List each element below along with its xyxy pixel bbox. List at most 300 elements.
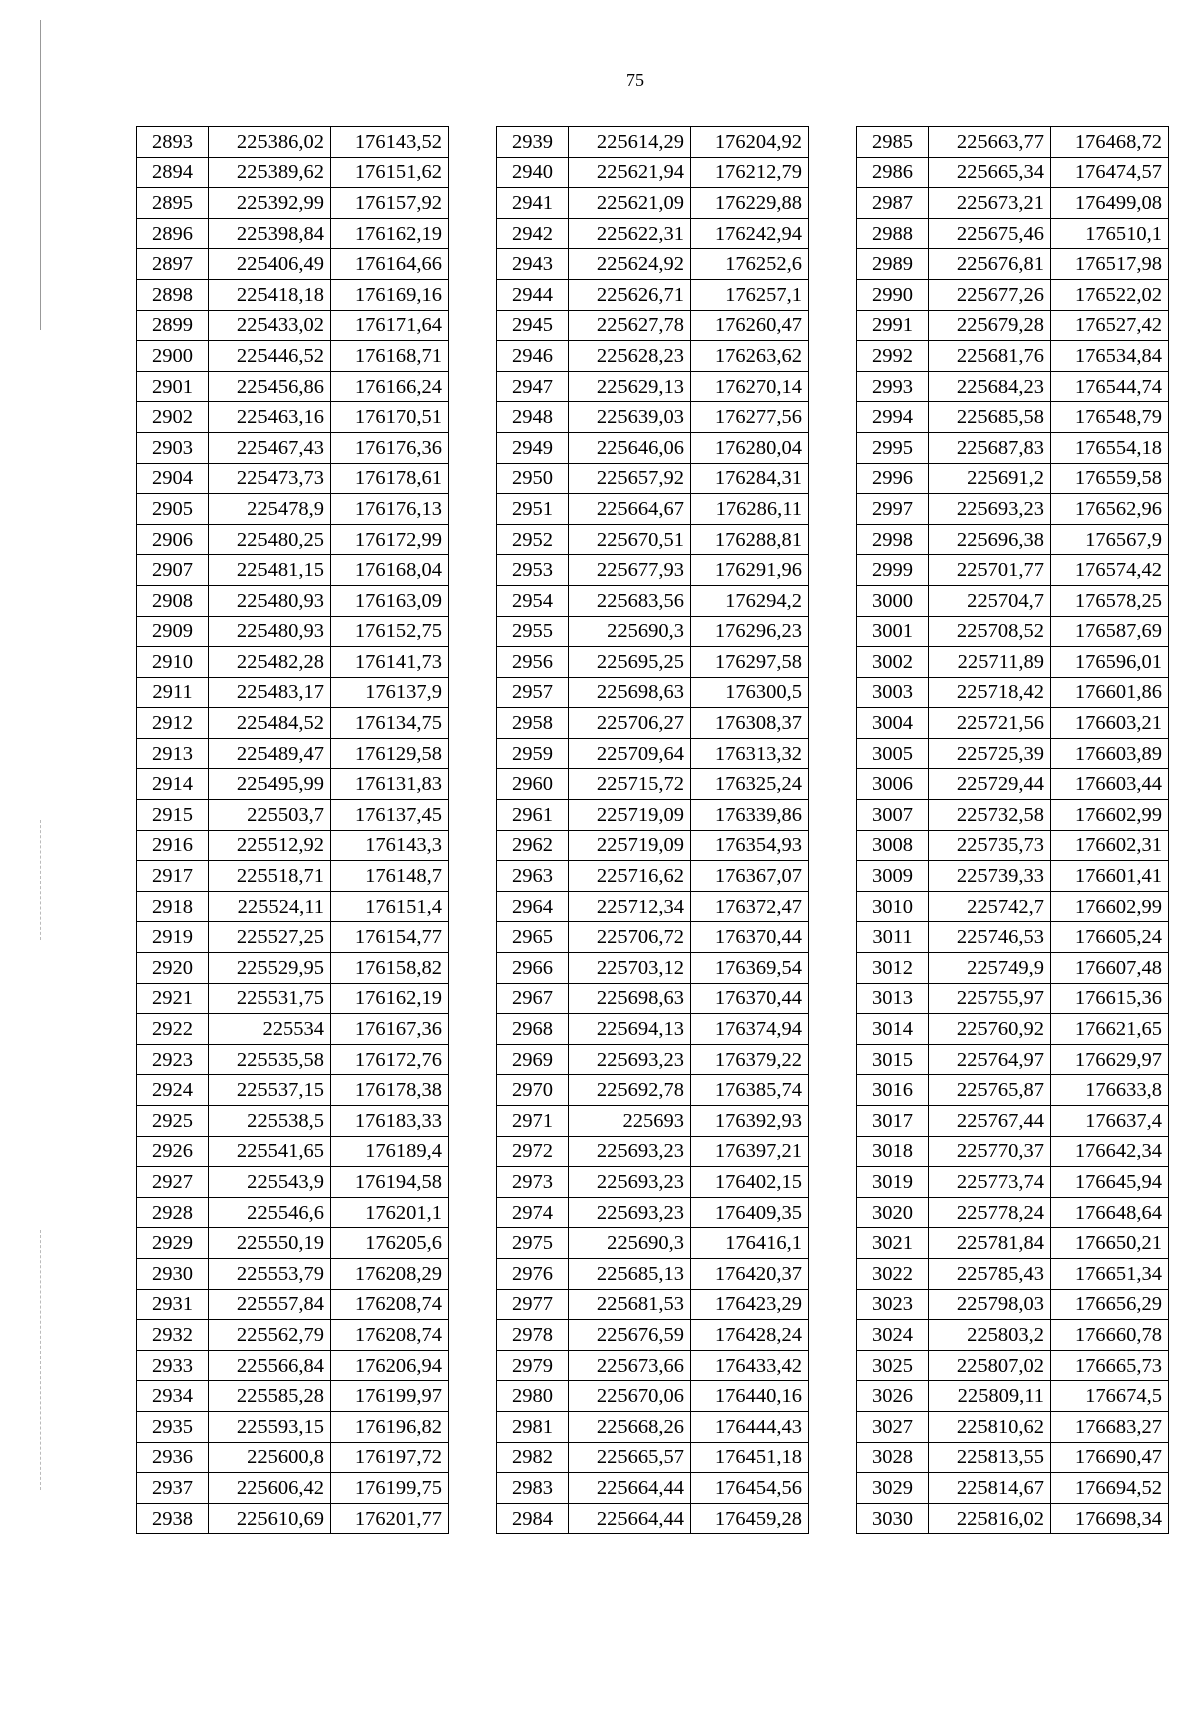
y-coordinate-cell: 176433,42 [691,1350,809,1381]
table-row [857,1136,1169,1167]
x-coordinate-cell: 225696,38 [929,524,1051,555]
x-coordinate-cell: 225663,77 [929,127,1051,158]
point-number-cell: 2948 [497,402,569,433]
x-coordinate-cell: 225627,78 [569,310,691,341]
x-coordinate-cell: 225480,25 [209,524,331,555]
x-coordinate-cell: 225749,9 [929,953,1051,984]
y-coordinate-cell: 176454,56 [691,1473,809,1504]
point-number-cell: 3003 [857,677,929,708]
coordinates-table-3 [856,126,1169,1534]
table-row [497,1044,809,1075]
table-row [857,922,1169,953]
table-row [857,861,1169,892]
x-coordinate-cell: 225677,93 [569,555,691,586]
x-coordinate-cell: 225709,64 [569,738,691,769]
table-row [857,953,1169,984]
x-coordinate-cell: 225716,62 [569,861,691,892]
y-coordinate-cell: 176674,5 [1051,1381,1169,1412]
y-coordinate-cell: 176642,34 [1051,1136,1169,1167]
y-coordinate-cell: 176199,97 [331,1381,449,1412]
point-number-cell: 3007 [857,800,929,831]
point-number-cell: 2919 [137,922,209,953]
y-coordinate-cell: 176212,79 [691,157,809,188]
point-number-cell: 2954 [497,585,569,616]
point-number-cell: 2964 [497,891,569,922]
point-number-cell: 2950 [497,463,569,494]
y-coordinate-cell: 176197,72 [331,1442,449,1473]
x-coordinate-cell: 225676,59 [569,1320,691,1351]
point-number-cell: 2962 [497,830,569,861]
y-coordinate-cell: 176562,96 [1051,494,1169,525]
point-number-cell: 2916 [137,830,209,861]
y-coordinate-cell: 176423,29 [691,1289,809,1320]
table-row [857,1442,1169,1473]
point-number-cell: 3002 [857,647,929,678]
point-number-cell: 2971 [497,1106,569,1137]
y-coordinate-cell: 176143,3 [331,830,449,861]
x-coordinate-cell: 225483,17 [209,677,331,708]
x-coordinate-cell: 225670,51 [569,524,691,555]
table-row [497,555,809,586]
table-row [857,769,1169,800]
y-coordinate-cell: 176587,69 [1051,616,1169,647]
point-number-cell: 3012 [857,953,929,984]
x-coordinate-cell: 225628,23 [569,341,691,372]
x-coordinate-cell: 225685,13 [569,1258,691,1289]
x-coordinate-cell: 225708,52 [929,616,1051,647]
x-coordinate-cell: 225693,23 [569,1044,691,1075]
x-coordinate-cell: 225484,52 [209,708,331,739]
x-coordinate-cell: 225664,44 [569,1503,691,1534]
table-row [857,463,1169,494]
x-coordinate-cell: 225701,77 [929,555,1051,586]
point-number-cell: 2911 [137,677,209,708]
table-row [497,983,809,1014]
point-number-cell: 2977 [497,1289,569,1320]
x-coordinate-cell: 225546,6 [209,1197,331,1228]
point-number-cell: 3029 [857,1473,929,1504]
point-number-cell: 3008 [857,830,929,861]
table-row [857,1197,1169,1228]
table-row [857,738,1169,769]
x-coordinate-cell: 225665,34 [929,157,1051,188]
point-number-cell: 2922 [137,1014,209,1045]
x-coordinate-cell: 225814,67 [929,1473,1051,1504]
point-number-cell: 2898 [137,279,209,310]
y-coordinate-cell: 176164,66 [331,249,449,280]
point-number-cell: 3005 [857,738,929,769]
x-coordinate-cell: 225600,8 [209,1442,331,1473]
table-row [137,1320,449,1351]
x-coordinate-cell: 225473,73 [209,463,331,494]
table-row [137,677,449,708]
table-row [497,494,809,525]
x-coordinate-cell: 225816,02 [929,1503,1051,1534]
x-coordinate-cell: 225639,03 [569,402,691,433]
x-coordinate-cell: 225706,72 [569,922,691,953]
point-number-cell: 3011 [857,922,929,953]
x-coordinate-cell: 225657,92 [569,463,691,494]
y-coordinate-cell: 176548,79 [1051,402,1169,433]
y-coordinate-cell: 176277,56 [691,402,809,433]
x-coordinate-cell: 225621,94 [569,157,691,188]
table-row [137,585,449,616]
table-row [497,738,809,769]
x-coordinate-cell: 225535,58 [209,1044,331,1075]
table-row [857,1075,1169,1106]
y-coordinate-cell: 176656,29 [1051,1289,1169,1320]
x-coordinate-cell: 225406,49 [209,249,331,280]
x-coordinate-cell: 225693,23 [569,1197,691,1228]
x-coordinate-cell: 225721,56 [929,708,1051,739]
table-row [857,983,1169,1014]
table-row [497,1106,809,1137]
table-row [137,616,449,647]
point-number-cell: 2943 [497,249,569,280]
y-coordinate-cell: 176313,32 [691,738,809,769]
table-row [137,371,449,402]
x-coordinate-cell: 225541,65 [209,1136,331,1167]
table-row [137,708,449,739]
x-coordinate-cell: 225463,16 [209,402,331,433]
x-coordinate-cell: 225392,99 [209,188,331,219]
x-coordinate-cell: 225807,02 [929,1350,1051,1381]
table-row [137,861,449,892]
x-coordinate-cell: 225742,7 [929,891,1051,922]
table-row [857,1381,1169,1412]
table-row [857,494,1169,525]
y-coordinate-cell: 176294,2 [691,585,809,616]
point-number-cell: 2994 [857,402,929,433]
point-number-cell: 2974 [497,1197,569,1228]
x-coordinate-cell: 225624,92 [569,249,691,280]
x-coordinate-cell: 225711,89 [929,647,1051,678]
table-row [857,1228,1169,1259]
x-coordinate-cell: 225503,7 [209,800,331,831]
point-number-cell: 3013 [857,983,929,1014]
x-coordinate-cell: 225677,26 [929,279,1051,310]
table-row [857,524,1169,555]
point-number-cell: 2990 [857,279,929,310]
point-number-cell: 2979 [497,1350,569,1381]
x-coordinate-cell: 225673,21 [929,188,1051,219]
point-number-cell: 2996 [857,463,929,494]
x-coordinate-cell: 225433,02 [209,310,331,341]
y-coordinate-cell: 176134,75 [331,708,449,739]
table-row [497,800,809,831]
y-coordinate-cell: 176288,81 [691,524,809,555]
y-coordinate-cell: 176196,82 [331,1411,449,1442]
table-row [497,1136,809,1167]
coordinates-table-1 [136,126,449,1534]
table-row [857,1044,1169,1075]
page-number: 75 [626,70,644,90]
y-coordinate-cell: 176170,51 [331,402,449,433]
table-row [857,1411,1169,1442]
table-row [497,1320,809,1351]
table-row [137,1289,449,1320]
x-coordinate-cell: 225553,79 [209,1258,331,1289]
point-number-cell: 2928 [137,1197,209,1228]
x-coordinate-cell: 225693,23 [569,1167,691,1198]
point-number-cell: 2978 [497,1320,569,1351]
table-row [857,188,1169,219]
x-coordinate-cell: 225480,93 [209,616,331,647]
x-coordinate-cell: 225691,2 [929,463,1051,494]
y-coordinate-cell: 176167,36 [331,1014,449,1045]
point-number-cell: 2907 [137,555,209,586]
table-row [857,1014,1169,1045]
table-row [857,1167,1169,1198]
y-coordinate-cell: 176574,42 [1051,555,1169,586]
y-coordinate-cell: 176637,4 [1051,1106,1169,1137]
table-row [497,402,809,433]
y-coordinate-cell: 176683,27 [1051,1411,1169,1442]
table-row [857,310,1169,341]
table-row [857,371,1169,402]
y-coordinate-cell: 176166,24 [331,371,449,402]
table-row [137,1044,449,1075]
y-coordinate-cell: 176534,84 [1051,341,1169,372]
x-coordinate-cell: 225798,03 [929,1289,1051,1320]
scan-margin-line [40,1230,41,1490]
y-coordinate-cell: 176650,21 [1051,1228,1169,1259]
y-coordinate-cell: 176648,64 [1051,1197,1169,1228]
table-row [497,647,809,678]
y-coordinate-cell: 176297,58 [691,647,809,678]
table-row [497,249,809,280]
point-number-cell: 2937 [137,1473,209,1504]
x-coordinate-cell: 225518,71 [209,861,331,892]
x-coordinate-cell: 225512,92 [209,830,331,861]
point-number-cell: 2961 [497,800,569,831]
x-coordinate-cell: 225767,44 [929,1106,1051,1137]
y-coordinate-cell: 176621,65 [1051,1014,1169,1045]
x-coordinate-cell: 225781,84 [929,1228,1051,1259]
y-coordinate-cell: 176633,8 [1051,1075,1169,1106]
point-number-cell: 2999 [857,555,929,586]
table-row [497,830,809,861]
x-coordinate-cell: 225694,13 [569,1014,691,1045]
point-number-cell: 2985 [857,127,929,158]
y-coordinate-cell: 176559,58 [1051,463,1169,494]
table-row [137,1136,449,1167]
y-coordinate-cell: 176602,99 [1051,891,1169,922]
y-coordinate-cell: 176171,64 [331,310,449,341]
table-row [497,218,809,249]
table-row [497,432,809,463]
table-row [137,1442,449,1473]
point-number-cell: 3016 [857,1075,929,1106]
point-number-cell: 2925 [137,1106,209,1137]
y-coordinate-cell: 176148,7 [331,861,449,892]
table-row [857,402,1169,433]
table-row [497,1411,809,1442]
table-row [137,1258,449,1289]
point-number-cell: 2975 [497,1228,569,1259]
y-coordinate-cell: 176379,22 [691,1044,809,1075]
point-number-cell: 2903 [137,432,209,463]
x-coordinate-cell: 225550,19 [209,1228,331,1259]
x-coordinate-cell: 225646,06 [569,432,691,463]
x-coordinate-cell: 225760,92 [929,1014,1051,1045]
y-coordinate-cell: 176522,02 [1051,279,1169,310]
table-row [497,1014,809,1045]
x-coordinate-cell: 225785,43 [929,1258,1051,1289]
table-row [857,157,1169,188]
point-number-cell: 2929 [137,1228,209,1259]
y-coordinate-cell: 176665,73 [1051,1350,1169,1381]
point-number-cell: 2997 [857,494,929,525]
y-coordinate-cell: 176660,78 [1051,1320,1169,1351]
x-coordinate-cell: 225770,37 [929,1136,1051,1167]
table-row [497,922,809,953]
point-number-cell: 2901 [137,371,209,402]
table-row [497,127,809,158]
y-coordinate-cell: 176420,37 [691,1258,809,1289]
y-coordinate-cell: 176242,94 [691,218,809,249]
x-coordinate-cell: 225495,99 [209,769,331,800]
point-number-cell: 2973 [497,1167,569,1198]
point-number-cell: 2900 [137,341,209,372]
y-coordinate-cell: 176698,34 [1051,1503,1169,1534]
y-coordinate-cell: 176172,76 [331,1044,449,1075]
table-row [137,738,449,769]
y-coordinate-cell: 176578,25 [1051,585,1169,616]
point-number-cell: 2967 [497,983,569,1014]
x-coordinate-cell: 225489,47 [209,738,331,769]
x-coordinate-cell: 225803,2 [929,1320,1051,1351]
x-coordinate-cell: 225673,66 [569,1350,691,1381]
table-row [137,953,449,984]
x-coordinate-cell: 225719,09 [569,830,691,861]
x-coordinate-cell: 225606,42 [209,1473,331,1504]
point-number-cell: 2966 [497,953,569,984]
y-coordinate-cell: 176615,36 [1051,983,1169,1014]
y-coordinate-cell: 176325,24 [691,769,809,800]
table-row [137,249,449,280]
point-number-cell: 2998 [857,524,929,555]
y-coordinate-cell: 176409,35 [691,1197,809,1228]
x-coordinate-cell: 225681,76 [929,341,1051,372]
table-row [137,800,449,831]
x-coordinate-cell: 225456,86 [209,371,331,402]
scan-margin-line [40,820,41,940]
y-coordinate-cell: 176176,36 [331,432,449,463]
table-row [137,983,449,1014]
x-coordinate-cell: 225693,23 [929,494,1051,525]
table-row [857,249,1169,280]
y-coordinate-cell: 176444,43 [691,1411,809,1442]
y-coordinate-cell: 176201,77 [331,1503,449,1534]
point-number-cell: 2934 [137,1381,209,1412]
point-number-cell: 2957 [497,677,569,708]
x-coordinate-cell: 225746,53 [929,922,1051,953]
y-coordinate-cell: 176468,72 [1051,127,1169,158]
x-coordinate-cell: 225585,28 [209,1381,331,1412]
x-coordinate-cell: 225543,9 [209,1167,331,1198]
x-coordinate-cell: 225729,44 [929,769,1051,800]
point-number-cell: 3001 [857,616,929,647]
point-number-cell: 2988 [857,218,929,249]
point-number-cell: 3021 [857,1228,929,1259]
point-number-cell: 2932 [137,1320,209,1351]
x-coordinate-cell: 225703,12 [569,953,691,984]
y-coordinate-cell: 176157,92 [331,188,449,219]
point-number-cell: 2989 [857,249,929,280]
y-coordinate-cell: 176372,47 [691,891,809,922]
x-coordinate-cell: 225676,81 [929,249,1051,280]
table-row [857,1258,1169,1289]
table-row [137,1411,449,1442]
x-coordinate-cell: 225765,87 [929,1075,1051,1106]
point-number-cell: 2976 [497,1258,569,1289]
table-row [857,1350,1169,1381]
table-row [137,127,449,158]
x-coordinate-cell: 225629,13 [569,371,691,402]
y-coordinate-cell: 176370,44 [691,983,809,1014]
table-row [137,310,449,341]
table-row [857,127,1169,158]
x-coordinate-cell: 225622,31 [569,218,691,249]
y-coordinate-cell: 176527,42 [1051,310,1169,341]
x-coordinate-cell: 225478,9 [209,494,331,525]
x-coordinate-cell: 225698,63 [569,983,691,1014]
x-coordinate-cell: 225389,62 [209,157,331,188]
point-number-cell: 2991 [857,310,929,341]
x-coordinate-cell: 225534 [209,1014,331,1045]
x-coordinate-cell: 225735,73 [929,830,1051,861]
y-coordinate-cell: 176194,58 [331,1167,449,1198]
point-number-cell: 2927 [137,1167,209,1198]
y-coordinate-cell: 176280,04 [691,432,809,463]
y-coordinate-cell: 176168,71 [331,341,449,372]
y-coordinate-cell: 176260,47 [691,310,809,341]
y-coordinate-cell: 176369,54 [691,953,809,984]
y-coordinate-cell: 176339,86 [691,800,809,831]
point-number-cell: 2947 [497,371,569,402]
point-number-cell: 2893 [137,127,209,158]
point-number-cell: 2956 [497,647,569,678]
point-number-cell: 3015 [857,1044,929,1075]
point-number-cell: 3000 [857,585,929,616]
x-coordinate-cell: 225668,26 [569,1411,691,1442]
point-number-cell: 2987 [857,188,929,219]
table-row [857,218,1169,249]
y-coordinate-cell: 176284,31 [691,463,809,494]
point-number-cell: 2913 [137,738,209,769]
y-coordinate-cell: 176397,21 [691,1136,809,1167]
point-number-cell: 2980 [497,1381,569,1412]
table-row [497,1473,809,1504]
x-coordinate-cell: 225698,63 [569,677,691,708]
y-coordinate-cell: 176601,86 [1051,677,1169,708]
y-coordinate-cell: 176158,82 [331,953,449,984]
point-number-cell: 3017 [857,1106,929,1137]
x-coordinate-cell: 225715,72 [569,769,691,800]
y-coordinate-cell: 176152,75 [331,616,449,647]
table-row [857,708,1169,739]
table-row [497,891,809,922]
y-coordinate-cell: 176201,1 [331,1197,449,1228]
table-row [497,1381,809,1412]
point-number-cell: 3023 [857,1289,929,1320]
table-row [497,279,809,310]
x-coordinate-cell: 225480,93 [209,585,331,616]
y-coordinate-cell: 176385,74 [691,1075,809,1106]
point-number-cell: 3025 [857,1350,929,1381]
y-coordinate-cell: 176172,99 [331,524,449,555]
